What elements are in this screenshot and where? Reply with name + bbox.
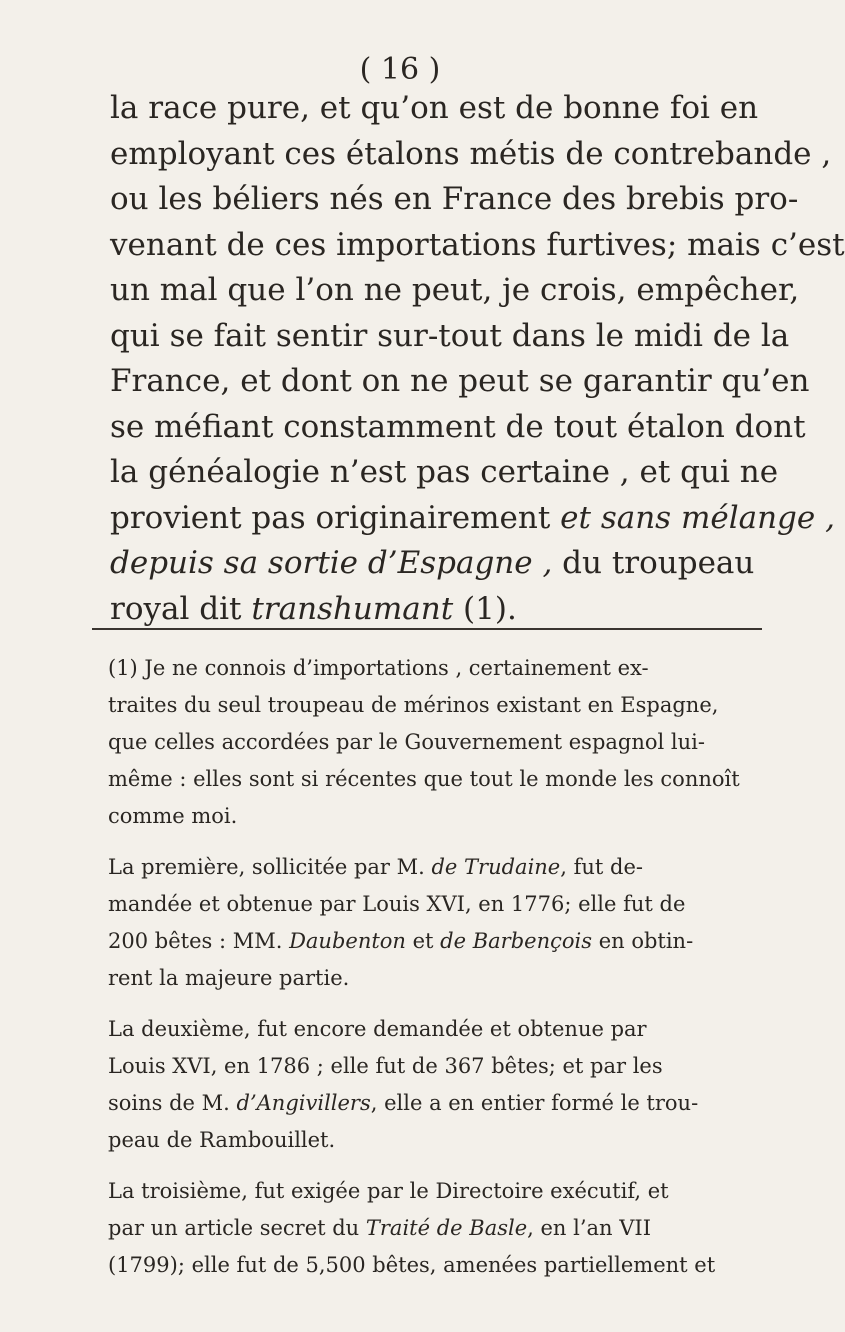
footnote-line: (1) Je ne connois d’importations , certainement ex-: [108, 656, 649, 680]
footnote-line: mandée et obtenue par Louis XVI, en 1776; elle fut de: [108, 892, 686, 916]
footnotes: [108, 650, 770, 1284]
text-line: [110, 496, 835, 542]
page-number: ( 16 ): [359, 52, 441, 87]
footnote-line: [108, 1210, 770, 1247]
italic-span: Traité de Basle: [365, 1216, 528, 1240]
text-line: un mal que l’on ne peut, je crois, empêcher,: [110, 272, 800, 308]
italic-span: d’Angivillers: [236, 1091, 371, 1115]
text-span: royal dit: [110, 590, 252, 627]
text-span: (1).: [453, 590, 517, 627]
italic-span: depuis sa sortie d’Espagne ,: [110, 545, 553, 581]
text-span: par un article secret du: [108, 1216, 366, 1240]
text-span: du troupeau: [552, 545, 755, 581]
footnote-line: même : elles sont si récentes que tout le monde les connoît: [108, 767, 740, 791]
text-line: la race pure, et qu’on est de bonne foi en: [110, 90, 759, 126]
text-line: France, et dont on ne peut se garantir qu’en: [110, 363, 810, 399]
italic-span: Daubenton: [289, 929, 406, 953]
footnote-line: (1799); elle fut de 5,500 bêtes, amenées partiellement et: [108, 1253, 716, 1277]
footnote-line: [108, 1085, 770, 1122]
text-line: venant de ces importations furtives; mais c’est: [110, 226, 845, 263]
text-line: se méfiant constamment de tout étalon dont: [110, 408, 806, 445]
footnote-line: Louis XVI, en 1786 ; elle fut de 367 bêtes; et par les: [108, 1054, 663, 1078]
text-span: , en l’an VII: [527, 1216, 651, 1240]
text-span: La première, sollicitée par M.: [108, 855, 432, 879]
footnote-line: La deuxième, fut encore demandée et obtenue par: [108, 1017, 647, 1041]
text-line: la généalogie n’est pas certaine , et qui ne: [110, 454, 779, 490]
text-span: , elle a en entier formé le trou-: [370, 1091, 699, 1115]
footnote-line: [108, 849, 770, 886]
text-line: qui se fait sentir sur-tout dans le midi de la: [110, 317, 790, 354]
text-line: [110, 541, 770, 587]
footnote-line: comme moi.: [108, 804, 238, 828]
text-span: 200 bêtes : MM.: [108, 929, 290, 953]
footnote-line: [108, 923, 770, 960]
footnote-line: que celles accordées par le Gouvernement espagnol lui-: [108, 730, 705, 754]
footnote-line: traites du seul troupeau de mérinos existant en Espagne,: [108, 693, 719, 717]
main-text: [110, 86, 845, 632]
text-span: , fut de-: [560, 855, 643, 879]
text-span: en obtin-: [592, 929, 694, 953]
italic-span: transhumant: [251, 590, 454, 627]
text-line: [110, 587, 770, 633]
footnote-line: La troisième, fut exigée par le Directoire exécutif, et: [108, 1179, 669, 1203]
italic-span: et sans mélange ,: [560, 499, 835, 536]
italic-span: de Barbençois: [440, 929, 593, 953]
italic-span: de Trudaine: [431, 855, 561, 879]
text-span: et: [405, 929, 441, 953]
text-line: ou les béliers nés en France des brebis pro-: [110, 181, 799, 217]
text-line: employant ces étalons métis de contrebande ,: [110, 135, 832, 172]
footnote-line: rent la majeure partie.: [108, 966, 350, 990]
footnote-line: peau de Rambouillet.: [108, 1128, 336, 1152]
footnote-divider: [92, 628, 762, 630]
text-span: provient pas originairement: [110, 499, 561, 536]
text-span: soins de M.: [108, 1091, 237, 1115]
